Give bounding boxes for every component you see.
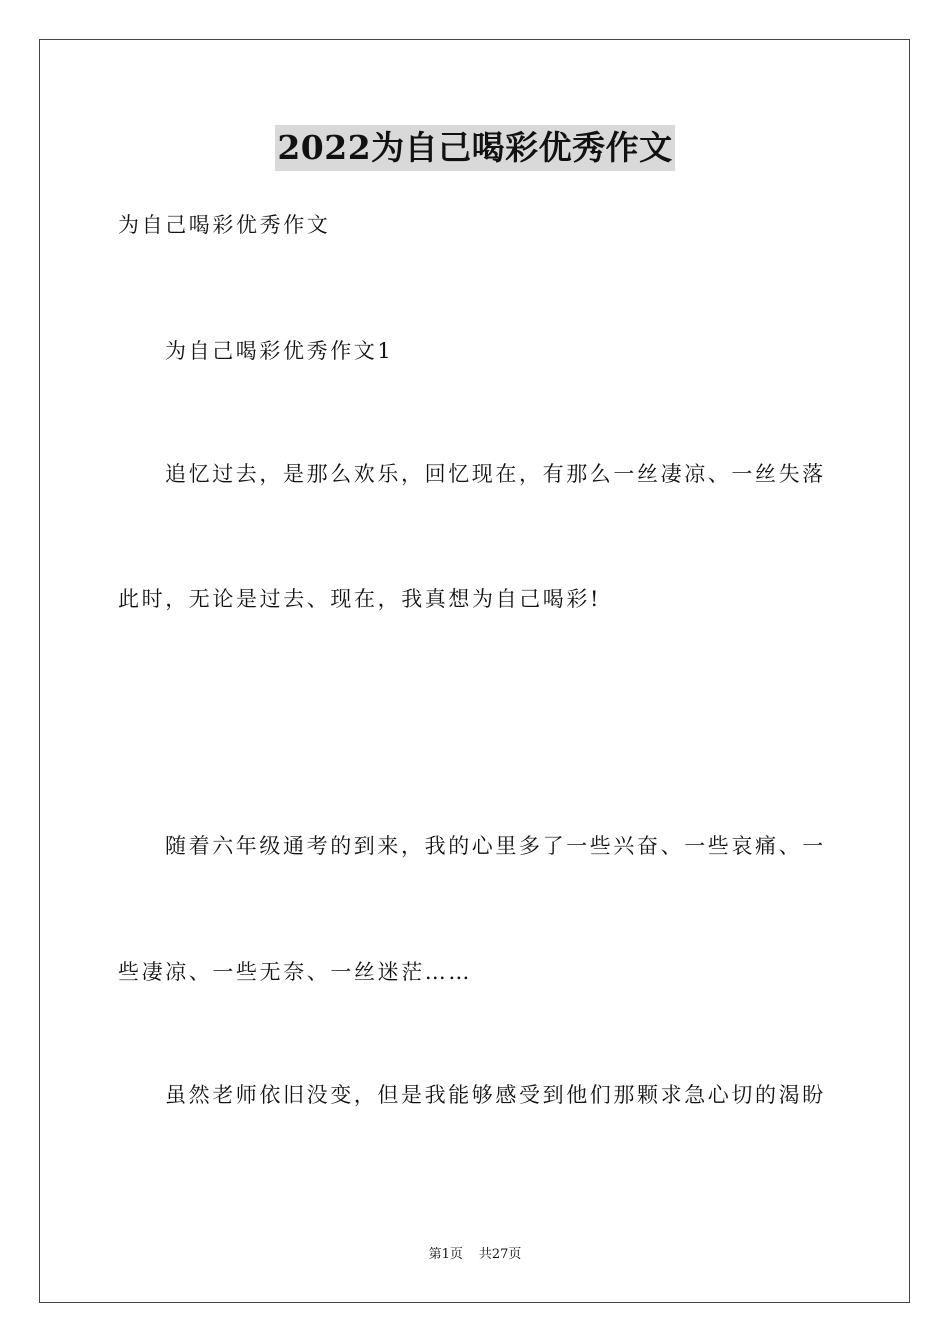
paragraph-line: 虽然老师依旧没变，但是我能够感受到他们那颗求急心切的渴盼 (165, 1083, 826, 1107)
page-footer (0, 1246, 950, 1264)
paragraph-line: 些凄凉、一些无奈、一丝迷茫…… (118, 960, 472, 984)
document-title: 2022为自己喝彩优秀作文 (275, 125, 674, 171)
paragraph-line: 追忆过去，是那么欢乐，回忆现在，有那么一丝凄凉、一丝失落 (165, 462, 826, 486)
page-number-current: 第1页 (428, 1247, 463, 1262)
title-container (0, 125, 950, 171)
page-number-total: 共27页 (478, 1247, 522, 1262)
document-subtitle: 为自己喝彩优秀作文 (118, 213, 331, 237)
paragraph-line: 此时，无论是过去、现在，我真想为自己喝彩! (118, 587, 602, 611)
paragraph-line: 随着六年级通考的到来，我的心里多了一些兴奋、一些哀痛、一 (165, 834, 826, 858)
section-heading: 为自己喝彩优秀作文1 (165, 339, 394, 363)
